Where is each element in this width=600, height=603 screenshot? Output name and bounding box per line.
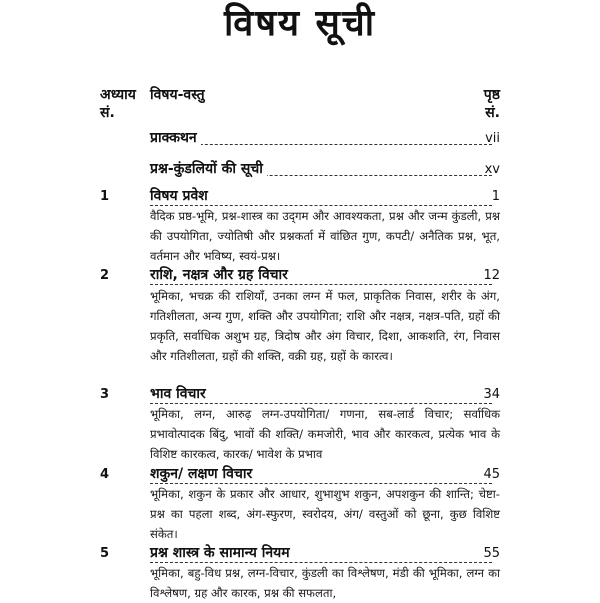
subject-header: विषय-वस्तु — [150, 87, 205, 103]
page-number-header — [476, 86, 500, 122]
entry-description: भूमिका, बहु-विध प्रश्न, लग्न-विचार, कुंडली का विश्लेषण, मंडी की भूमिका, लग्न का विश्लेषण, ग्रह और कारक, प्रश्न की सफलता, — [150, 566, 500, 600]
entry-page-number: 55 — [483, 546, 500, 561]
entry-page-number: 1 — [491, 189, 500, 204]
chapter-number: 4 — [100, 467, 110, 482]
page-title: विषय सूची — [223, 3, 377, 44]
chapter-number-header — [100, 86, 136, 122]
chapter-number: 2 — [100, 268, 110, 283]
entry-description: भूमिका, लग्न, आरुढ़ लग्न-उपयोगिता/ गणना, सब-लार्ड विचार; सर्वाधिक प्रभावोत्पादक बिंदु, भावों की शक्ति/ कमजोरी, भाव और कारकत्व, प्रत्येक भाव के विशिष्ट कारकत्व, कारक/ भावेश के प्रभाव — [150, 407, 500, 461]
entry-title: शकुन/ लक्षण विचार — [150, 464, 256, 483]
entry-description: भूमिका, भचक्र की राशियाँ, उनका लग्न में फल, प्राकृतिक निवास, शरीर के अंग, गतिशीलता, अन्य गुण, शक्ति और उपयोगिता; राशि और नक्षत्र, नक्षत्र-पति, ग्रहों की प्रकृति, सर्वाधिक अशुभ ग्रह, त्रिदोष और अंग विचार, दिशा, आकशति, रंग, निवास और गतिशीलता, ग्रहों की शक्ति, वक्री ग्रह, ग्रहों के कारत्व। — [150, 289, 500, 363]
entry-page-number: vii — [485, 131, 500, 146]
entry-description: भूमिका, शकुन के प्रकार और आधार, शुभाशुभ शकुन, अपशकुन की शान्ति; चेष्टा- प्रश्न का पहला शब्द, अंग-स्फुरण, स्वरोदय, अंग/ वस्तुओं को छूना, कुछ विशिष्ट संकेत। — [150, 487, 500, 541]
chapter-number: 1 — [100, 189, 110, 204]
entry-title: प्रश्न शास्त्र के सामान्य नियम — [150, 543, 294, 562]
entry-page-number: xv — [484, 162, 500, 177]
entry-page-number: 34 — [483, 387, 500, 402]
entry-title: भाव विचार — [150, 384, 210, 403]
chapter-number: 3 — [100, 387, 110, 402]
entry-title: विषय प्रवेश — [150, 186, 212, 205]
entry-page-number: 45 — [483, 467, 500, 482]
chapter-number-header-line2: सं. — [100, 105, 115, 121]
chapter-number-header-line1: अध्याय — [100, 87, 136, 103]
chapter-number: 5 — [100, 546, 110, 561]
page-number-header-line1: पृष्ठ — [483, 87, 500, 103]
dot-leader — [150, 284, 492, 285]
entry-description: वैदिक प्रष्ठ-भूमि, प्रश्न-शास्त्र का उद्‌गम और आवश्यकता, प्रश्न और जन्म कुंडली, प्रश्न की उपयोगिता, ज्योतिषी और प्रश्नकर्ता में वांछित गुण, कपटी/ अनैतिक प्रश्न, भूत, वर्तमान और भविष्य, स्वयं-प्रश्न। — [150, 209, 500, 263]
entry-title: प्राक्कथन — [150, 128, 201, 147]
entry-title: राशि, नक्षत्र और ग्रह विचार — [150, 265, 292, 284]
entry-title: प्रश्न-कुंडलियों की सूची — [150, 159, 267, 178]
page-number-header-line2: सं. — [485, 105, 500, 121]
dot-leader — [150, 144, 492, 145]
entry-page-number: 12 — [483, 268, 500, 283]
